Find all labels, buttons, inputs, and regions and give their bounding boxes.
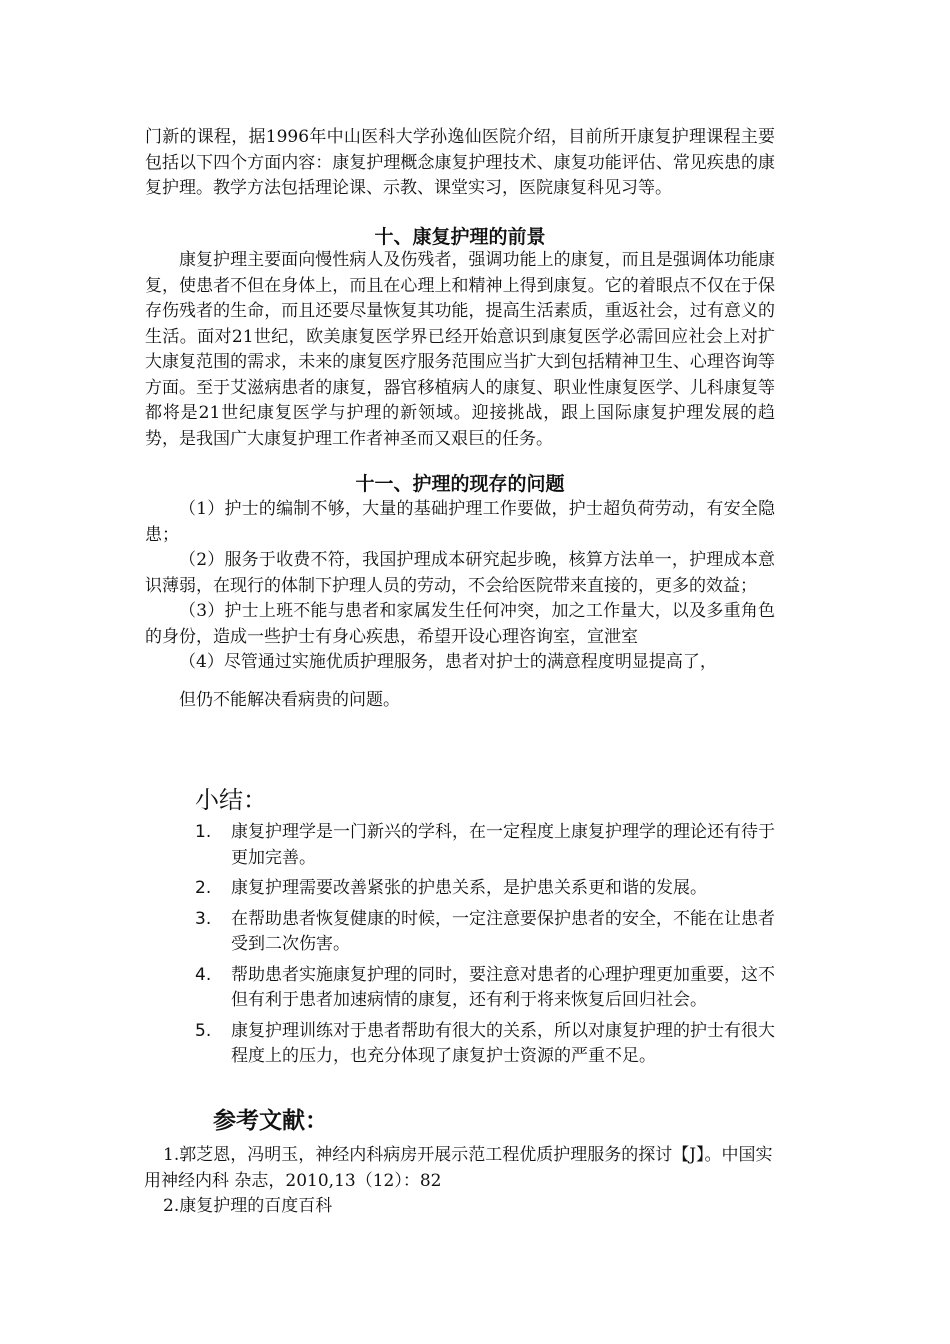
issue-item-2: （2）服务于收费不符，我国护理成本研究起步晚，核算方法单一，护理成本意识薄弱，在现行的体制下护理人员的劳动，不会给医院带来直接的，更多的效益；: [145, 550, 775, 596]
issues-list: [145, 497, 775, 713]
section-10-heading: 十、康复护理的前景: [374, 226, 546, 248]
summary-item-text: 帮助患者实施康复护理的同时，要注意对患者的心理护理更加重要，这不但有利于患者加速病情的康复，还有利于将来恢复后回归社会。: [231, 964, 775, 1010]
section-11-heading: 十一、护理的现存的问题: [355, 473, 565, 495]
references-list: [144, 1143, 775, 1220]
section-10-paragraph: 康复护理主要面向慢性病人及伤残者，强调功能上的康复，而且是强调体功能康复，使患者不但在身体上，而且在心理上和精神上得到康复。它的着眼点不仅在于保存伤残者的生命，而且还要尽量恢复其功能，提高生活素质，重返社会，过有意义的生活。面对21世纪，欧美康复医学界已经开始意识到康复医学必需回应社会上对扩大康复范围的需求，未来的康复医疗服务范围应当扩大到包括精神卫生、心理咨询等方面。至于艾滋病患者的康复，器官移植病人的康复、职业性康复医学、儿科康复等都将是21世纪康复医学与护理的新领域。迎接挑战，跟上国际康复护理发展的趋势，是我国广大康复护理工作者神圣而又艰巨的任务。: [145, 250, 775, 449]
summary-item-1: [195, 820, 775, 871]
summary-title: 小结：: [195, 786, 267, 814]
issue-item-4: [145, 650, 775, 713]
references-title: 参考文献：: [213, 1108, 328, 1134]
issue-item-4-line2: 但仍不能解决看病贵的问题。: [179, 689, 400, 710]
reference-item-1: 1.郭芝恩，冯明玉，神经内科病房开展示范工程优质护理服务的探讨【J】。中国实用神经内科 杂志，2010,13（12）：82: [144, 1145, 773, 1191]
summary-item-text: 康复护理训练对于患者帮助有很大的关系，所以对康复护理的护士有很大程度上的压力，也充分体现了康复护士资源的严重不足。: [231, 1020, 775, 1066]
issue-item-1: （1）护士的编制不够，大量的基础护理工作要做，护士超负荷劳动，有安全隐患；: [145, 499, 775, 545]
issue-item-4-line1: （4）尽管通过实施优质护理服务，患者对护士的满意程度明显提高了，: [179, 652, 717, 672]
summary-item-3: [195, 907, 775, 958]
summary-item-5: [195, 1019, 775, 1070]
issue-item-3: （3）护士上班不能与患者和家属发生任何冲突，加之工作量大，以及多重角色的身份，造成一些护士有身心疾患，希望开设心理咨询室，宣泄室: [145, 601, 775, 647]
summary-item-text: 康复护理需要改善紧张的护患关系，是护患关系更和谐的发展。: [231, 878, 707, 898]
summary-item-4: [195, 963, 775, 1014]
reference-item-2: 2.康复护理的百度百科: [163, 1196, 333, 1216]
intro-paragraph: 门新的课程，据1996年中山医科大学孙逸仙医院介绍，目前所开康复护理课程主要包括以下四个方面内容：康复护理概念康复护理技术、康复功能评估、常见疾患的康复护理。教学方法包括理论课、示教、课堂实习，医院康复科见习等。: [145, 127, 775, 198]
summary-item-number: 1.: [195, 822, 212, 842]
summary-item-number: 3.: [195, 908, 212, 929]
summary-item-number: 5.: [195, 1020, 212, 1041]
summary-item-number: 2.: [195, 878, 212, 898]
summary-list: [195, 820, 775, 1075]
summary-item-text: 在帮助患者恢复健康的时候，一定注意要保护患者的安全，不能在让患者受到二次伤害。: [231, 908, 775, 954]
summary-item-number: 4.: [195, 964, 212, 985]
summary-item-2: [195, 876, 775, 902]
summary-item-text: 康复护理学是一门新兴的学科，在一定程度上康复护理学的理论还有待于更加完善。: [231, 822, 775, 868]
